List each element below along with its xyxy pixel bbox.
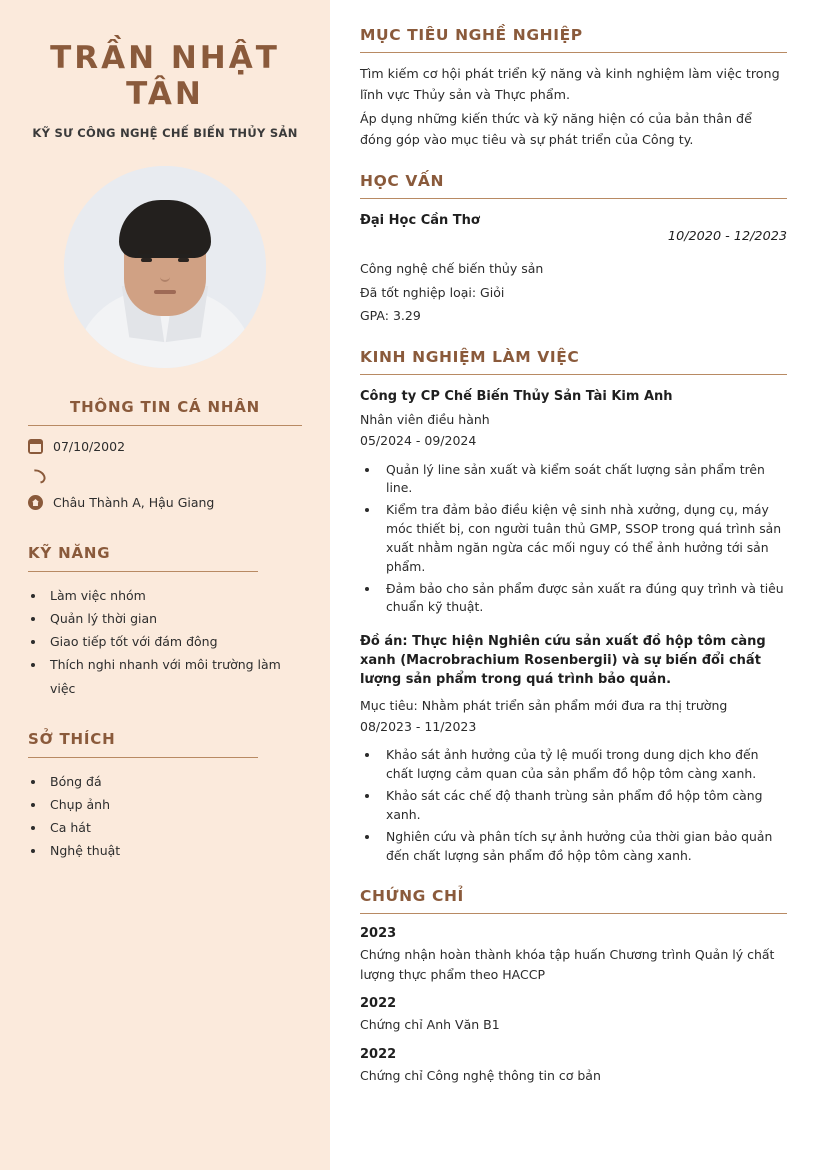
- section-certificates: [360, 887, 787, 1085]
- address-value: Châu Thành A, Hậu Giang: [53, 495, 215, 510]
- candidate-name: TRẦN NHẬT TÂN: [50, 40, 280, 112]
- info-row-birthdate: [28, 439, 302, 454]
- divider: [360, 374, 787, 375]
- experience-duties: [380, 461, 787, 618]
- list-item: • Ca hát: [46, 816, 302, 839]
- experience-entry: [360, 633, 787, 865]
- calendar-icon: [28, 439, 43, 454]
- section-heading-personal-info: THÔNG TIN CÁ NHÂN: [70, 398, 260, 416]
- section-heading-education: HỌC VẤN: [360, 172, 445, 191]
- list-item: • Khảo sát ảnh hưởng của tỷ lệ muối trong dung dịch kho đến chất lượng cảm quan của sản phẩm đồ hộp tôm càng xanh.: [380, 746, 787, 784]
- hobbies-list: [46, 770, 302, 863]
- list-item: • Chụp ảnh: [46, 793, 302, 816]
- sidebar: [0, 0, 330, 1170]
- candidate-job-title: KỸ SƯ CÔNG NGHỆ CHẾ BIẾN THỦY SẢN: [32, 126, 298, 140]
- education-date: 10/2020 - 12/2023: [667, 229, 787, 245]
- avatar-eyebrow-right: [176, 250, 192, 254]
- experience-entry: [360, 389, 787, 617]
- project-date: 08/2023 - 11/2023: [360, 719, 477, 735]
- education-entry-left: [360, 213, 480, 228]
- skills-list: [46, 584, 302, 700]
- divider: [28, 425, 302, 426]
- list-item: • Nghiên cứu và phân tích sự ảnh hưởng của thời gian bảo quản đến chất lượng sản phẩm đồ hộp tôm càng xanh.: [380, 828, 787, 866]
- avatar-nose: [160, 272, 170, 282]
- certificate-year: 2022: [360, 996, 397, 1012]
- avatar-eye-left: [141, 258, 152, 262]
- list-item: • Đảm bảo cho sản phẩm được sản xuất ra đúng quy trình và tiêu chuẩn kỹ thuật.: [380, 580, 787, 618]
- section-heading-hobbies: SỞ THÍCH: [28, 729, 116, 748]
- home-icon: [28, 495, 43, 510]
- list-item: • Bóng đá: [46, 770, 302, 793]
- education-classification: Đã tốt nghiệp loại: Giỏi: [360, 284, 505, 300]
- avatar-mouth: [154, 290, 176, 294]
- section-heading-skills: KỸ NĂNG: [28, 544, 111, 562]
- certificate-description: Chứng chỉ Anh Văn B1: [360, 1017, 500, 1033]
- certificate-entry: [360, 1047, 787, 1085]
- project-duties: [380, 746, 787, 865]
- avatar: [64, 166, 266, 368]
- project-goal: Mục tiêu: Nhằm phát triển sản phẩm mới đưa ra thị trường: [360, 697, 728, 713]
- section-education: [360, 172, 787, 326]
- info-row-address: [28, 495, 302, 510]
- section-experience: [360, 348, 787, 865]
- divider: [360, 198, 787, 199]
- birthdate-value: 07/10/2002: [53, 439, 126, 454]
- certificate-description: Chứng chỉ Công nghệ thông tin cơ bản: [360, 1067, 601, 1083]
- divider: [28, 571, 258, 572]
- divider: [360, 913, 787, 914]
- certificate-year: 2022: [360, 1046, 397, 1062]
- certificate-entry: [360, 996, 787, 1034]
- certificate-entry: [360, 926, 787, 984]
- avatar-eye-right: [178, 258, 189, 262]
- section-heading-objective: MỤC TIÊU NGHỀ NGHIỆP: [360, 26, 583, 44]
- experience-position: Nhân viên điều hành: [360, 412, 490, 428]
- project-title: Đồ án: Thực hiện Nghiên cứu sản xuất đồ hộp tôm càng xanh (Macrobrachium Rosenbergii) và sự biến đổi chất lượng sản phẩm trong quá trình bảo quản.: [360, 634, 766, 687]
- education-gpa: GPA: 3.29: [360, 307, 421, 323]
- main-content: [330, 0, 827, 1170]
- avatar-eyebrow-left: [138, 250, 154, 254]
- section-heading-experience: KINH NGHIỆM LÀM VIỆC: [360, 348, 580, 367]
- list-item: • Quản lý line sản xuất và kiểm soát chất lượng sản phẩm trên line.: [380, 461, 787, 499]
- list-item: • Nghệ thuật: [46, 839, 302, 862]
- section-heading-certificates: CHỨNG CHỈ: [360, 887, 464, 906]
- list-item: • Thích nghi nhanh với môi trường làm việc: [46, 653, 302, 699]
- education-entry: [360, 213, 787, 244]
- experience-company: Công ty CP Chế Biến Thủy Sản Tài Kim Anh: [360, 389, 673, 405]
- education-major: Công nghệ chế biến thủy sản: [360, 261, 544, 277]
- experience-date: 05/2024 - 09/2024: [360, 433, 477, 449]
- list-item: • Giao tiếp tốt với đám đông: [46, 630, 302, 653]
- divider: [360, 52, 787, 53]
- list-item: • Làm việc nhóm: [46, 584, 302, 607]
- list-item: • Khảo sát các chế độ thanh trùng sản phẩm đồ hộp tôm càng xanh.: [380, 787, 787, 825]
- education-school: Đại Học Cần Thơ: [360, 213, 480, 229]
- info-row-phone: [28, 467, 302, 482]
- divider: [28, 757, 258, 758]
- section-objective: [360, 26, 787, 150]
- certificate-description: Chứng nhận hoàn thành khóa tập huấn Chương trình Quản lý chất lượng thực phẩm theo HACCP: [360, 947, 775, 982]
- phone-icon: [28, 467, 43, 482]
- objective-paragraph-2: Áp dụng những kiến thức và kỹ năng hiện có của bản thân để đóng góp vào mục tiêu và sự phát triển của Công ty.: [360, 111, 752, 147]
- certificate-year: 2023: [360, 926, 397, 942]
- objective-paragraph-1: Tìm kiếm cơ hội phát triển kỹ năng và kinh nghiệm làm việc trong lĩnh vực Thủy sản và Thực phẩm.: [360, 66, 780, 102]
- list-item: • Quản lý thời gian: [46, 607, 302, 630]
- list-item: • Kiểm tra đảm bảo điều kiện vệ sinh nhà xưởng, dụng cụ, máy móc thiết bị, con người tuân thủ GMP, SSOP trong quá trình sản xuất nhằm ngăn ngừa các mối nguy có thể ảnh hưởng tới sản phẩm.: [380, 501, 787, 576]
